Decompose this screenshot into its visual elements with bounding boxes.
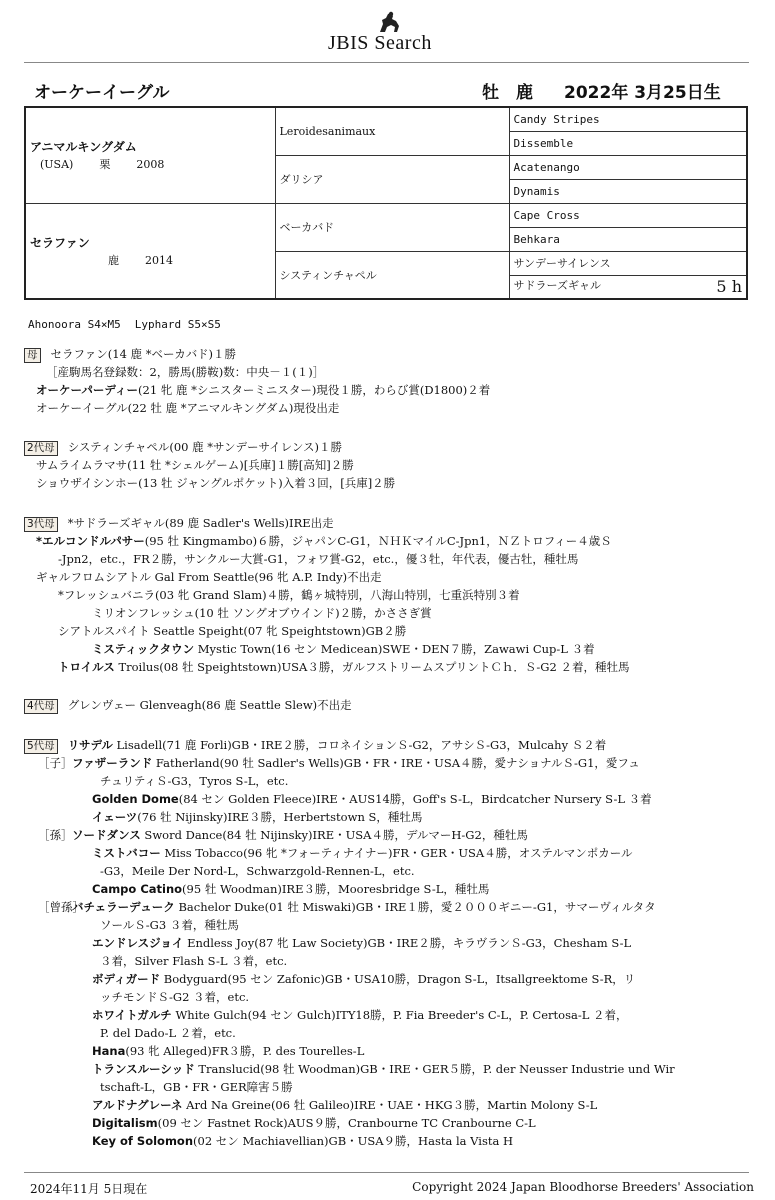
section-tag: 4代母 (24, 699, 58, 714)
section-5th-dam: 5代母 リサデル Lisadell(71 鹿 Forli)GB・IRE２勝，コロネイションＳ-G2，アサシＳ-G3，Mulcahy Ｓ２着 ［子］ファザーランド Fatherland(90 牡 Sadler's Wells)GB・FR・IRE・USA４勝，愛ナショナルＳ-G1，愛フュ チュリティＳ-G3，Tyros S-L，etc. Golden Dome(84 セン Golden Fleece)IRE・AUS14勝，Goff's S-L，Birdcatcher Nursery S-L ３着 イェーツ(76 牡 Nijinsky)IRE３勝，Herbertstown S，種牡馬 ［孫］ソードダンス Sword Dance(84 牡 Nijinsky)IRE・USA４勝，デルマーH-G2，種牡馬 ミストバコー Miss Tobacco(96 牝 *フォーティナイナー)FR・GER・USA４勝，オステルマンポカール -G3，Meile Der Nord-L，Schwarzgold-Rennen-L，etc. Campo Catino(95 牡 Woodman)IRE３勝，Mooresbridge S-L，種牡馬 ［曾孫］バチェラーデューク Bachelor Duke(01 牡 Miswaki)GB・IRE１勝，愛２０００ギニー-G1，サマーヴィルタタ ソールＳ-G3 ３着，種牡馬 エンドレスジョイ Endless Joy(87 牝 Law Society)GB・IRE２勝，キラヴランＳ-G3，Chesham S-L ３着，Silver Flash S-L ３着，etc. ボディガード Bodyguard(95 セン Zafonic)GB・USA10勝，Dragon S-L，Itsallgreektome S-R，リ ッチモンドＳ-G2 ３着，etc. ホワイトガルチ White Gulch(94 セン Gulch)ITY18勝，P. Fia Breeder's C-L，P. Certosa-L ２着， P. del Dado-L ２着，etc. Hana(93 牝 Alleged)FR３勝，P. des Tourelles-L トランスルーシッド Translucid(98 牡 Woodman)GB・IRE・GER５勝，P. der Neusser Industrie und Wir tschaft-L，GB・FR・GER障害５勝 アルドナグレーネ Ard Na Greine(06 牡 Galileo)IRE・UAE・HKG３勝，Martin Molony S-L Digitalism(09 セン Fastnet Rock)AUS９勝，Cranbourne TC Cranbourne C-L Key of Solomon(02 セン Machiavellian)GB・USA９勝，Hasta la Vista H (24, 736, 754, 1150)
g3-cell[interactable]: サンデーサイレンス (509, 251, 747, 275)
g3-cell[interactable]: Candy Stripes (509, 107, 747, 131)
jbis-logo[interactable] (320, 6, 460, 54)
g3-cell[interactable]: Behkara (509, 227, 747, 251)
horse-link[interactable]: エンドレスジョイ (92, 936, 184, 950)
g3-cell[interactable]: Dynamis (509, 179, 747, 203)
pedigree-table (24, 106, 748, 300)
section-tag: 母 (24, 348, 41, 363)
horse-link[interactable]: Golden Dome (92, 792, 179, 806)
g3-cell[interactable]: Acatenango (509, 155, 747, 179)
horse-link[interactable]: Hana (92, 1044, 126, 1058)
horse-link[interactable]: ボディガード (92, 972, 161, 986)
sire-details: (USA) 栗 2008 (40, 158, 165, 172)
sire-sire[interactable]: Leroidesanimaux (275, 107, 509, 155)
horse-link[interactable]: ホワイトガルチ (92, 1008, 172, 1022)
horse-link[interactable]: トロイルス (58, 660, 115, 674)
horse-link[interactable]: イェーツ (92, 810, 138, 824)
section-3rd-dam: 3代母 *サドラーズギャル(89 鹿 Sadler's Wells)IRE出走 *エルコンドルパサー(95 牡 Kingmambo)６勝，ジャパンC-G1，ＮＨＫマイルC-Jpn1，ＮＺトロフィー４歳Ｓ -Jpn2，etc.，FR２勝，サンクルー大賞-G1，フォワ賞-G2，etc.，優３牡，年代表，優古牡，種牡馬 ギャルフロムシアトル Gal From Seattle(96 牝 A.P. Indy)不出走 *フレッシュバニラ(03 牝 Grand Slam)４勝，鶴ヶ城特別，八海山特別，七重浜特別３着 ミリオンフレッシュ(10 牡 ソングオブウインド)２勝，かささぎ賞 シアトルスパイト Seattle Speight(07 牝 Speightstown)GB２勝 ミスティックタウン Mystic Town(16 セン Medicean)SWE・DEN７勝，Zawawi Cup-L ３着 トロイルス Troilus(08 牡 Speightstown)USA３勝，ガルフストリームスプリントＣｈ．Ｓ-G2 ２着，種牡馬 (24, 514, 754, 676)
horse-link[interactable]: ミストバコー (92, 846, 161, 860)
horse-sex: 牡 (482, 83, 499, 103)
g3-cell[interactable]: Cape Cross (509, 203, 747, 227)
dam-cell (25, 203, 275, 299)
horse-link[interactable]: オーケーパーディー (36, 383, 139, 397)
relation-label: ［子］ (38, 756, 73, 770)
dam-dam[interactable]: システィンチャペル (275, 251, 509, 299)
horse-link[interactable]: アルドナグレーネ (92, 1098, 183, 1112)
dam-sire[interactable]: ベーカバド (275, 203, 509, 251)
horse-link[interactable]: ソードダンス (72, 828, 141, 842)
section-dam: 母 セラファン(14 鹿 *ベーカバド)１勝 ［産駒馬名登録数：2，勝馬(勝鞍)数：中央－１(１)］ オーケーパーディー(21 牝 鹿 *シニスターミニスター)現役１勝，わらび賞(D1800)２着 オーケーイーグル(22 牡 鹿 *アニマルキングダム)現役出走 (24, 345, 754, 417)
horse-name: オーケーイーグル (34, 83, 170, 103)
g3-cell[interactable]: サドラーズギャル 5 h (509, 275, 747, 299)
header-rule (24, 62, 749, 63)
horse-title-row (28, 78, 748, 102)
section-tag: 2代母 (24, 441, 58, 456)
section-tag: 5代母 (24, 739, 58, 754)
horse-link[interactable]: リサデル (67, 738, 113, 752)
dam-name[interactable]: セラファン (30, 235, 90, 250)
horse-link[interactable]: バチェラーデューク (72, 900, 175, 914)
report-date: 2024年11月 5日現在 (30, 1182, 148, 1196)
horse-link[interactable]: ミスティックタウン (92, 642, 195, 656)
horse-birthdate: 2022年 3月25日生 (564, 83, 721, 103)
horse-link[interactable]: トランスルーシッド (92, 1062, 195, 1076)
inbreeding-line: Ahonoora S4×M5 Lyphard S5×S5 (28, 318, 221, 331)
horse-color: 鹿 (516, 83, 533, 103)
horse-link[interactable]: *エルコンドルパサー (36, 534, 145, 548)
logo-text: JBIS Search (328, 32, 432, 54)
copyright: Copyright 2024 Japan Bloodhorse Breeders' Association (412, 1180, 754, 1194)
horse-link[interactable]: Campo Catino (92, 882, 183, 896)
footer-rule (24, 1172, 749, 1173)
cross-note: 5 h (716, 277, 742, 297)
horse-link[interactable]: ファザーランド (72, 756, 153, 770)
horse-link[interactable]: Digitalism (92, 1116, 158, 1130)
sire-dam[interactable]: ダリシア (275, 155, 509, 203)
sire-name[interactable]: アニマルキングダム (30, 140, 137, 155)
relation-label: ［曾孫］ (38, 900, 84, 914)
dam-details: 鹿 2014 (108, 253, 173, 267)
sire-cell (25, 107, 275, 203)
g3-cell[interactable]: Dissemble (509, 131, 747, 155)
section-4th-dam: 4代母 グレンヴェー Glenveagh(86 鹿 Seattle Slew)不出走 (24, 696, 754, 714)
horse-link[interactable]: Key of Solomon (92, 1134, 194, 1148)
section-2nd-dam: 2代母 システィンチャペル(00 鹿 *サンデーサイレンス)１勝 サムライムラマサ(11 牡 *シェルゲーム)[兵庫]１勝[高知]２勝 ショウザイシンホー(13 牡 ジャングルポケット)入着３回，[兵庫]２勝 (24, 438, 754, 492)
section-tag: 3代母 (24, 517, 58, 532)
relation-label: ［孫］ (38, 828, 73, 842)
